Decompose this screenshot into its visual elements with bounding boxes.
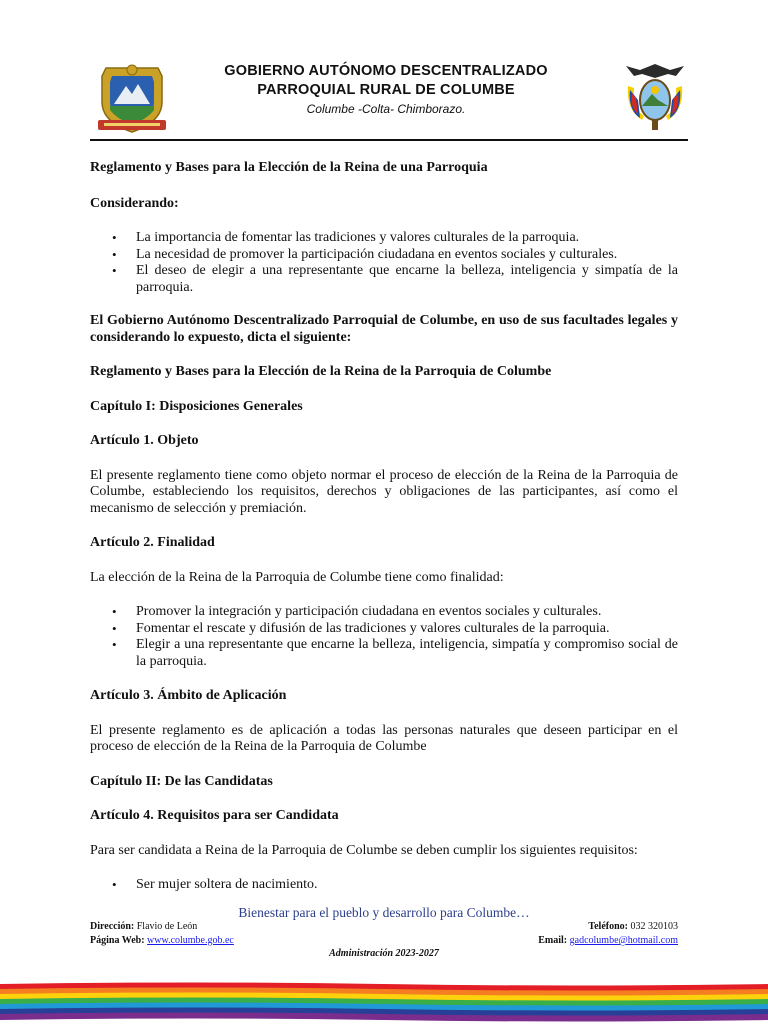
document-body — [90, 160, 678, 894]
requisitos-list — [90, 877, 678, 894]
article-2-text: La elección de la Reina de la Parroquia de Columbe tiene como finalidad: — [90, 569, 504, 585]
header-title-line1: GOBIERNO AUTÓNOMO DESCENTRALIZADO — [224, 63, 548, 79]
list-item: • La necesidad de promover la participación ciudadana en eventos sociales y culturales. — [90, 247, 678, 264]
email-label: Email: — [538, 935, 568, 946]
parish-coat-of-arms-icon — [96, 62, 168, 136]
article-1-text: El presente reglamento tiene como objeto normar el proceso de elección de la Reina de la Parroquia de Columbe, estableciendo los requisitos, derechos y obligaciones de las participantes, así como el mecanismo de selección y premiación. — [90, 467, 678, 516]
article-4-text: Para ser candidata a Reina de la Parroquia de Columbe se deben cumplir los siguientes requisitos: — [90, 842, 638, 858]
web-label: Página Web: — [90, 935, 145, 946]
address-value: Flavio de León — [136, 921, 198, 932]
phone-value: 032 320103 — [630, 921, 678, 932]
address-label: Dirección: — [90, 921, 135, 932]
header-divider — [90, 139, 688, 141]
rainbow-stripe-band — [0, 980, 768, 1024]
phone-label: Teléfono: — [588, 921, 628, 932]
article-2-heading: Artículo 2. Finalidad — [90, 535, 215, 550]
list-item: • Fomentar el rescate y difusión de las tradiciones y valores culturales de la parroquia. — [90, 621, 678, 638]
article-1-heading: Artículo 1. Objeto — [90, 433, 199, 448]
regulation-subtitle: Reglamento y Bases para la Elección de la Reina de la Parroquia de Columbe — [90, 364, 552, 379]
header-title-line2: PARROQUIAL RURAL DE COLUMBE — [257, 82, 515, 98]
list-item: • Ser mujer soltera de nacimiento. — [90, 877, 678, 894]
email-link[interactable]: gadcolumbe@hotmail.com — [569, 935, 678, 946]
ecuador-coat-of-arms-icon — [622, 60, 688, 136]
chapter-2-heading: Capítulo II: De las Candidatas — [90, 773, 273, 789]
article-4-heading: Artículo 4. Requisitos para ser Candidata — [90, 808, 339, 823]
list-item: • Promover la integración y participación ciudadana en eventos sociales y culturales. — [90, 604, 678, 621]
website-link[interactable]: www.columbe.gob.ec — [147, 935, 234, 946]
considerando-list — [90, 230, 678, 296]
list-item: • El deseo de elegir a una representante que encarne la belleza, inteligencia y simpatía de la parroquia. — [90, 263, 678, 296]
list-item: • La importancia de fomentar las tradiciones y valores culturales de la parroquia. — [90, 230, 678, 247]
chapter-1-heading: Capítulo I: Disposiciones Generales — [90, 398, 303, 414]
article-3-text: El presente reglamento es de aplicación a todas las personas naturales que deseen participar en el proceso de elección de la Reina de la Parroquia de Columbe — [90, 722, 678, 754]
document-header — [90, 58, 688, 142]
header-location: Columbe -Colta- Chimborazo. — [306, 102, 466, 116]
footer-tagline: Bienestar para el pueblo y desarrollo para Columbe… — [238, 905, 530, 920]
administration-period: Administración 2023-2027 — [329, 948, 439, 959]
document-title: Reglamento y Bases para la Elección de la Reina de una Parroquia — [90, 160, 488, 175]
finalidad-list — [90, 604, 678, 670]
article-3-heading: Artículo 3. Ámbito de Aplicación — [90, 688, 287, 703]
list-item: • Elegir a una representante que encarne la belleza, inteligencia, simpatía y compromiso social de la parroquia. — [90, 637, 678, 670]
considerando-heading: Considerando: — [90, 195, 179, 211]
preamble-paragraph: El Gobierno Autónomo Descentralizado Parroquial de Columbe, en uso de sus facultades legales y considerando lo expuesto, dicta el siguiente: — [90, 313, 678, 345]
